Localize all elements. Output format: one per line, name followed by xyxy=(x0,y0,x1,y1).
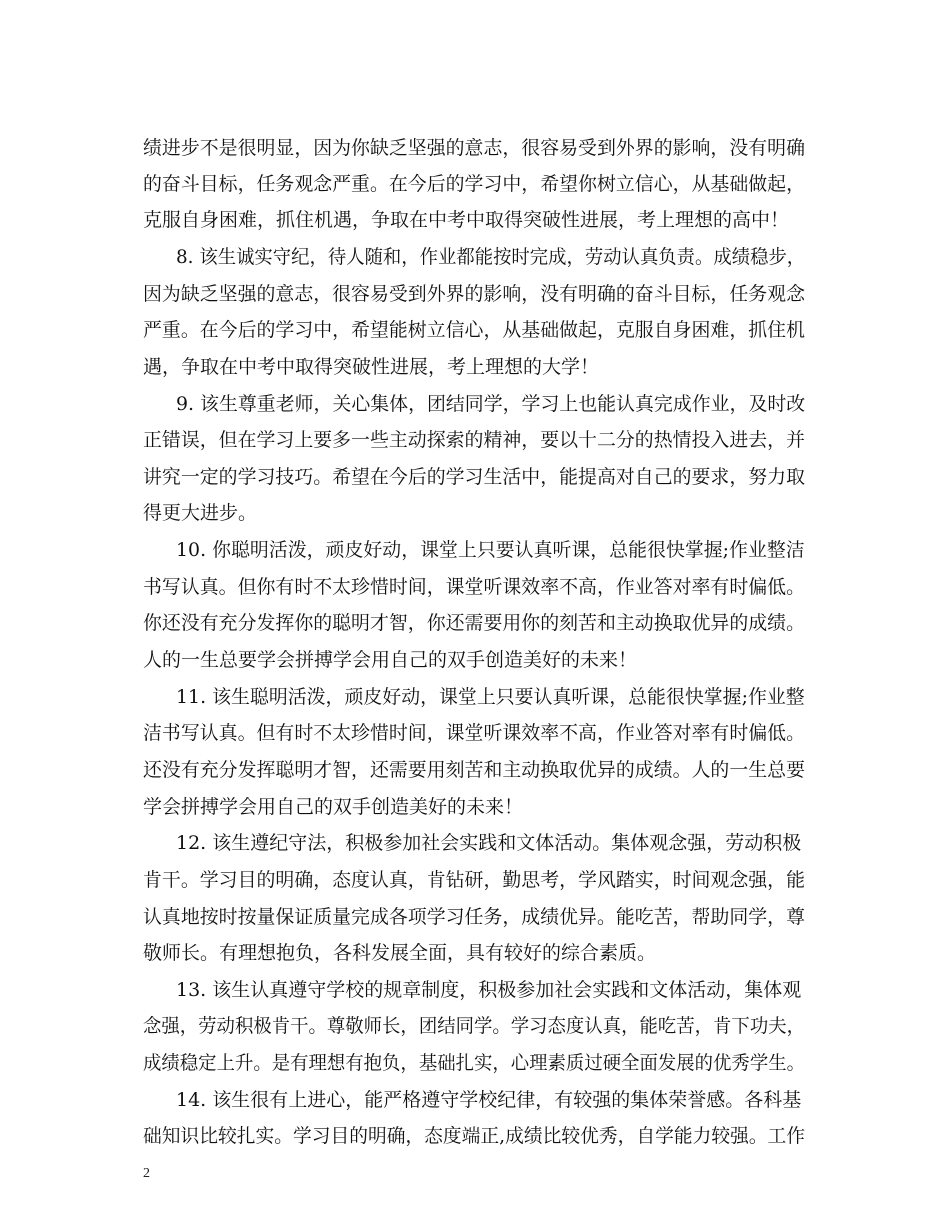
text-line: 洁书写认真。但有时不太珍惜时间，课堂听课效率不高，作业答对率有时偏低。 xyxy=(143,722,806,744)
text-line: 的奋斗目标，任务观念严重。在今后的学习中，希望你树立信心，从基础做起， xyxy=(143,173,806,195)
text-line: 正错误，但在学习上要多一些主动探索的精神，要以十二分的热情投入进去，并 xyxy=(143,429,806,451)
text-line: 得更大进步。 xyxy=(143,502,258,524)
text-line: 11. 该生聪明活泼，顽皮好动，课堂上只要认真听课，总能很快掌握;作业整 xyxy=(176,686,805,708)
text-line: 你还没有充分发挥你的聪明才智，你还需要用你的刻苦和主动换取优异的成绩。 xyxy=(143,612,806,634)
text-line: 10. 你聪明活泼，顽皮好动，课堂上只要认真听课，总能很快掌握;作业整洁 xyxy=(176,539,805,561)
text-line: 书写认真。但你有时不太珍惜时间，课堂听课效率不高，作业答对率有时偏低。 xyxy=(143,576,806,598)
text-line: 肯干。学习目的明确，态度认真，肯钻研，勤思考，学风踏实，时间观念强，能 xyxy=(143,869,806,891)
text-line: 础知识比较扎实。学习目的明确，态度端正,成绩比较优秀，自学能力较强。工作 xyxy=(143,1125,806,1147)
text-line: 遇，争取在中考中取得突破性进展，考上理想的大学！ xyxy=(143,356,600,378)
text-line: 讲究一定的学习技巧。希望在今后的学习生活中，能提高对自己的要求，努力取 xyxy=(143,466,806,488)
text-line: 念强，劳动积极肯干。尊敬师长，团结同学。学习态度认真，能吃苦，肯下功夫， xyxy=(143,1015,805,1037)
text-line: 9. 该生尊重老师，关心集体，团结同学，学习上也能认真完成作业，及时改 xyxy=(176,393,806,415)
text-line: 8. 该生诚实守纪，待人随和，作业都能按时完成，劳动认真负责。成绩稳步， xyxy=(176,246,806,268)
text-line: 还没有充分发挥聪明才智，还需要用刻苦和主动换取优异的成绩。人的一生总要 xyxy=(143,759,806,781)
text-line: 认真地按时按量保证质量完成各项学习任务，成绩优异。能吃苦，帮助同学，尊 xyxy=(143,906,806,928)
text-line: 敬师长。有理想抱负，各科发展全面，具有较好的综合素质。 xyxy=(143,942,657,964)
text-line: 严重。在今后的学习中，希望能树立信心，从基础做起，克服自身困难，抓住机 xyxy=(143,319,806,341)
page-number: 2 xyxy=(143,1166,150,1181)
text-line: 13. 该生认真遵守学校的规章制度，积极参加社会实践和文体活动，集体观 xyxy=(176,979,802,1001)
text-line: 人的一生总要学会拼搏学会用自己的双手创造美好的未来！ xyxy=(143,649,638,671)
text-line: 学会拼搏学会用自己的双手创造美好的未来！ xyxy=(143,796,524,818)
text-line: 绩进步不是很明显，因为你缺乏坚强的意志，很容易受到外界的影响，没有明确 xyxy=(143,137,806,159)
text-line: 因为缺乏坚强的意志，很容易受到外界的影响，没有明确的奋斗目标，任务观念 xyxy=(143,283,806,305)
text-line: 克服自身困难，抓住机遇，争取在中考中取得突破性进展，考上理想的高中！ xyxy=(143,209,790,231)
text-line: 成绩稳定上升。是有理想有抱负，基础扎实，心理素质过硬全面发展的优秀学生。 xyxy=(143,1052,805,1074)
text-line: 14. 该生很有上进心，能严格遵守学校纪律，有较强的集体荣誉感。各科基 xyxy=(176,1089,802,1111)
text-line: 12. 该生遵纪守法，积极参加社会实践和文体活动。集体观念强，劳动积极 xyxy=(176,832,802,854)
